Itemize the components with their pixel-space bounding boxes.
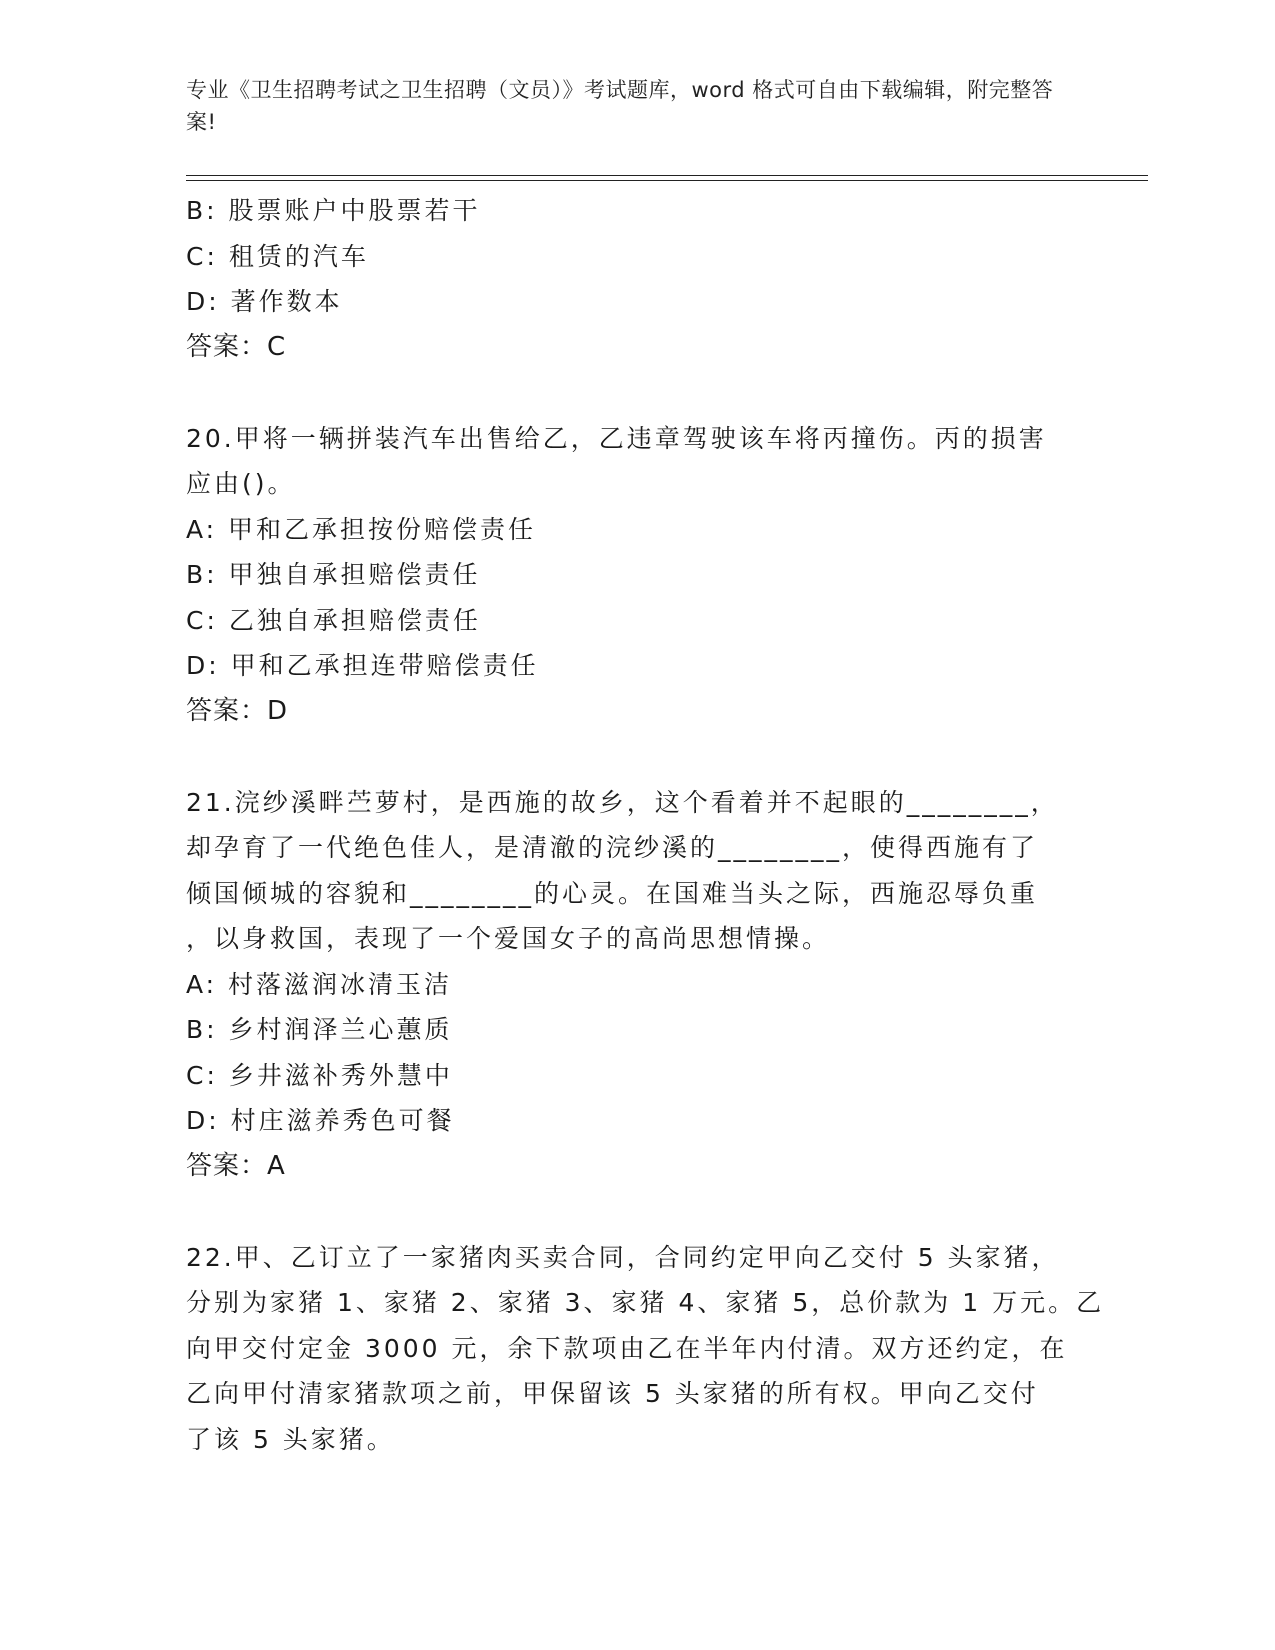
option-a: A: 村落滋润冰清玉洁 (186, 969, 453, 999)
document-header (186, 74, 1076, 138)
question-text-line: 却孕育了一代绝色佳人，是清澈的浣纱溪的________，使得西施有了 (186, 833, 1039, 862)
question-text-line: ，以身救国，表现了一个爱国女子的高尚思想情操。 (186, 924, 831, 953)
header-text: 专业《卫生招聘考试之卫生招聘（文员）》考试题库，word 格式可自由下载编辑，附完整答案! (186, 78, 1054, 134)
answer: 答案：C (186, 331, 287, 362)
question-text-line: 倾国倾城的容貌和________的心灵。在国难当头之际，西施忍辱负重 (186, 878, 1039, 908)
question-21 (186, 780, 1086, 1190)
option-c: C: 乙独自承担赔偿责任 (186, 605, 481, 635)
option-d: D: 著作数本 (186, 287, 343, 316)
question-text-line: 分别为家猪 1、家猪 2、家猪 3、家猪 4、家猪 5，总价款为 1 万元。乙 (186, 1288, 1105, 1317)
option-b: B: 甲独自承担赔偿责任 (186, 560, 481, 589)
option-c: C: 乡井滋补秀外慧中 (186, 1060, 453, 1090)
question-text-line: 乙向甲付清家猪款项之前，甲保留该 5 头家猪的所有权。甲向乙交付 (186, 1379, 1039, 1408)
header-rule-bottom (186, 180, 1148, 181)
option-b: B: 乡村润泽兰心蕙质 (186, 1015, 453, 1044)
option-b: B: 股票账户中股票若干 (186, 196, 481, 225)
option-a: A: 甲和乙承担按份赔偿责任 (186, 514, 537, 544)
answer: 答案：D (186, 695, 289, 726)
question-19-tail (186, 188, 1086, 370)
question-22 (186, 1235, 1105, 1463)
question-text-line: 20.甲将一辆拼装汽车出售给乙，乙违章驾驶该车将丙撞伤。丙的损害 (186, 423, 1047, 453)
question-text-line: 22.甲、乙订立了一家猪肉买卖合同，合同约定甲向乙交付 5 头家猪， (186, 1242, 1060, 1272)
spacer (186, 734, 1086, 780)
answer: 答案：A (186, 1150, 286, 1181)
question-20 (186, 416, 1086, 735)
spacer (186, 1189, 1086, 1235)
question-text-line: 21.浣纱溪畔苎萝村，是西施的故乡，这个看着并不起眼的________， (186, 787, 1059, 817)
question-text-line: 向甲交付定金 3000 元，余下款项由乙在半年内付清。双方还约定，在 (186, 1333, 1068, 1363)
option-d: D: 村庄滋养秀色可餐 (186, 1106, 455, 1135)
question-text-line: 应由()。 (186, 469, 296, 498)
header-rule-top (186, 175, 1148, 176)
question-text-line: 了该 5 头家猪。 (186, 1424, 395, 1454)
option-c: C: 租赁的汽车 (186, 241, 369, 271)
option-d: D: 甲和乙承担连带赔偿责任 (186, 651, 539, 680)
question-list (186, 188, 1105, 1462)
spacer (186, 370, 1086, 416)
